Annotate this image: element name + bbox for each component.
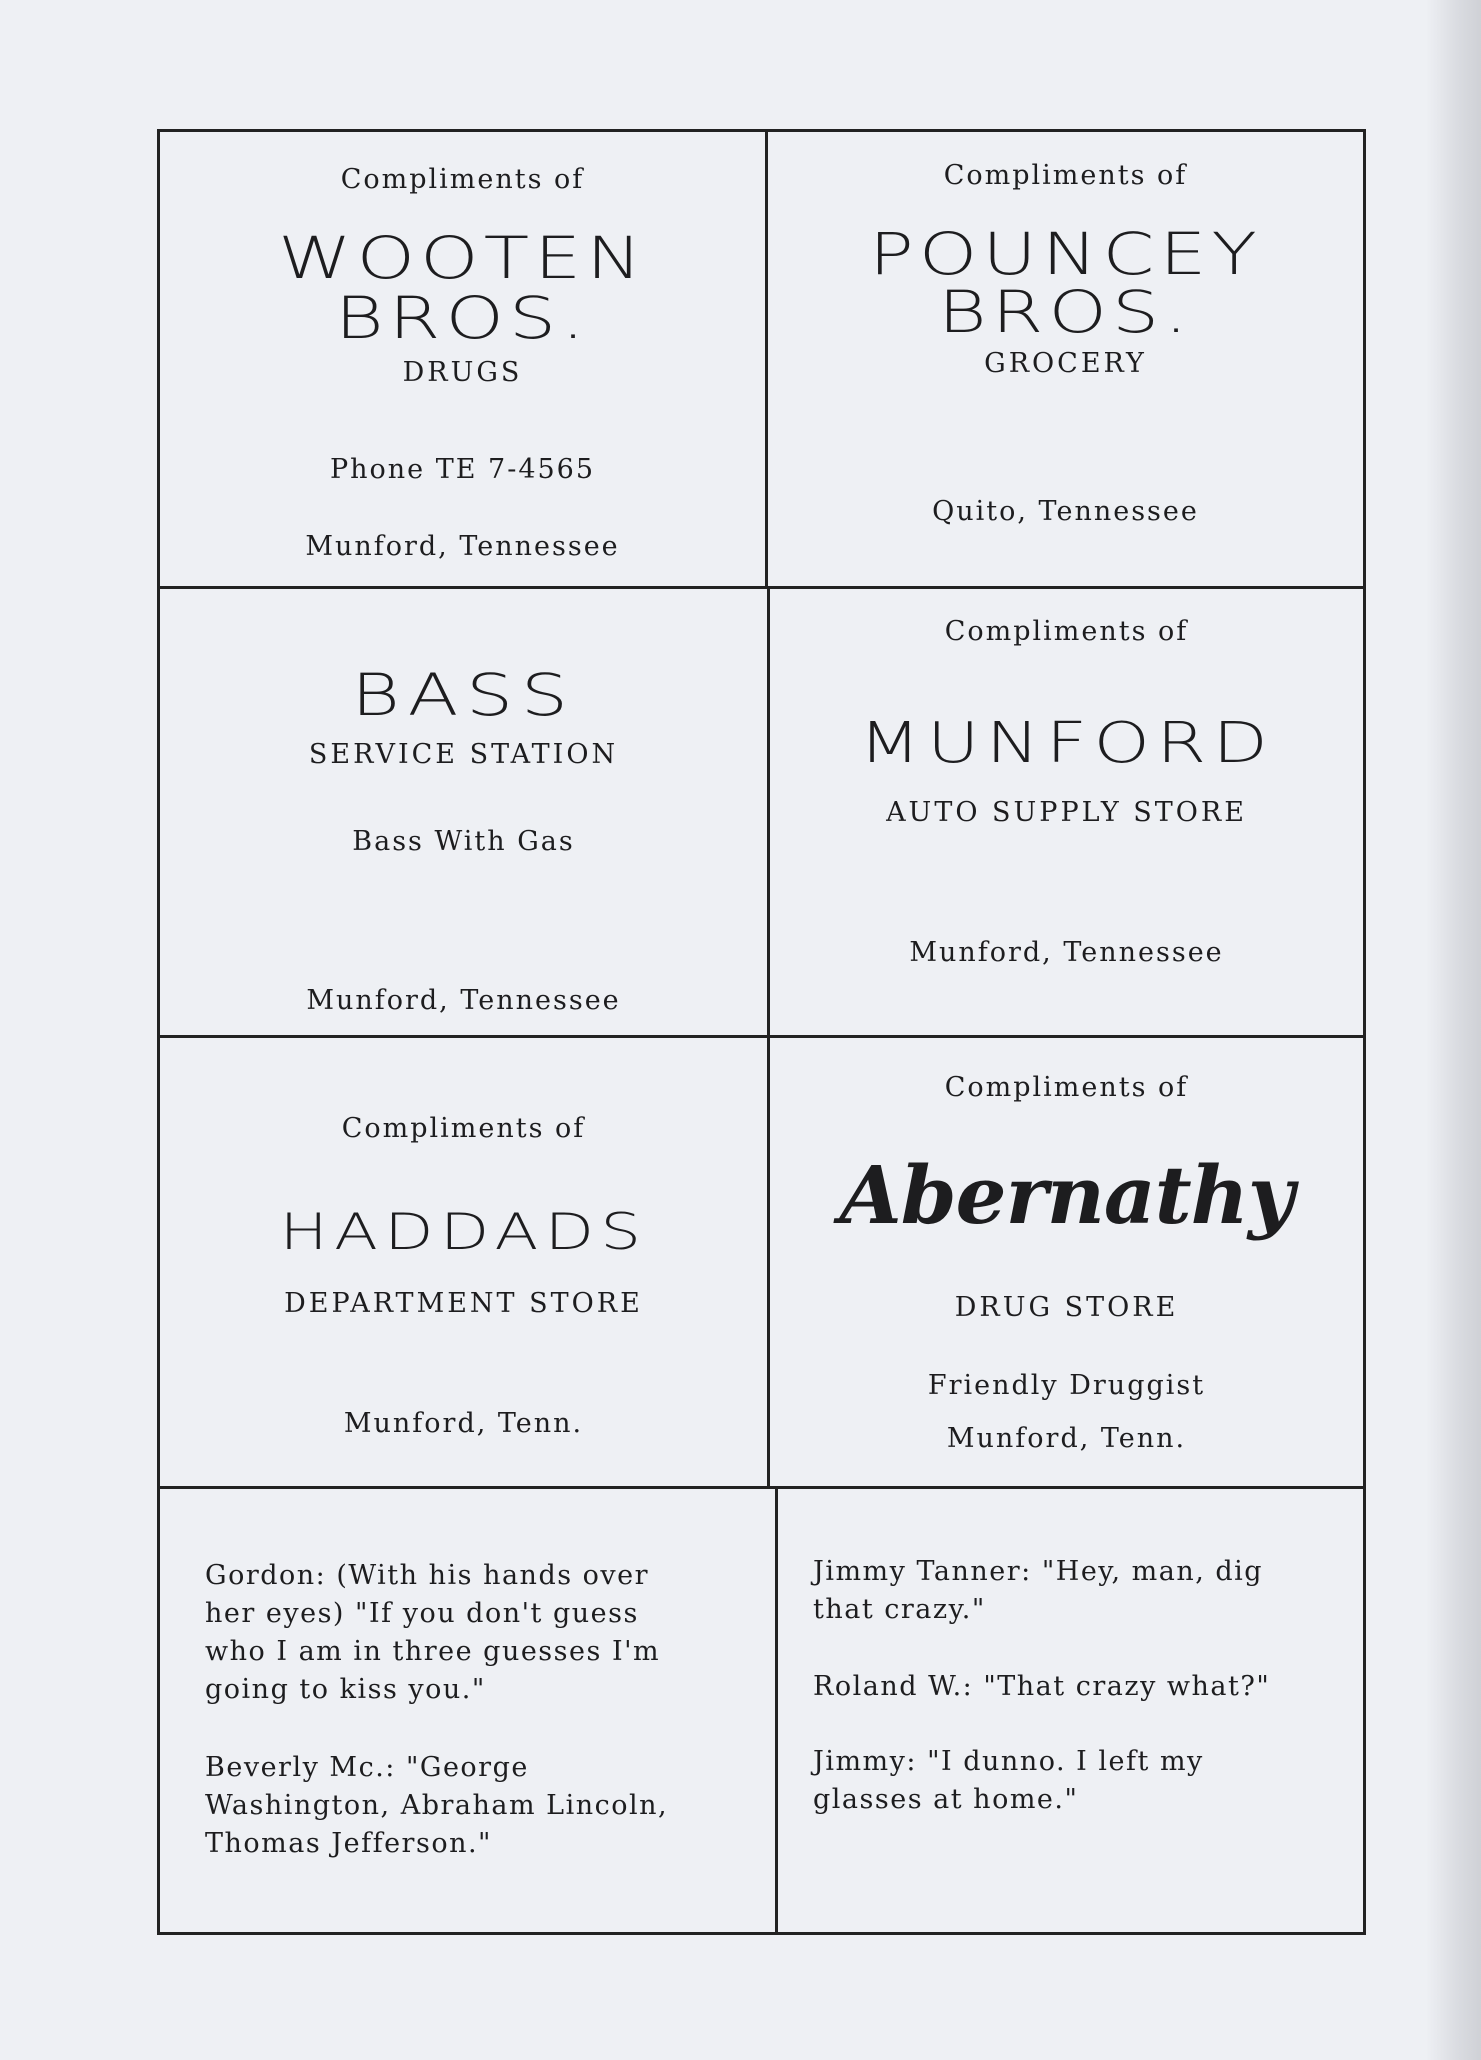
- munford-auto-location: Munford, Tennessee: [909, 937, 1224, 968]
- pouncey-name-line2: BROS.: [938, 278, 1193, 346]
- joke-box-right: [778, 1489, 1363, 1932]
- joke-jimmy-tanner-line: Jimmy Tanner: "Hey, man, dig that crazy.": [813, 1556, 1264, 1625]
- abernathy-slogan: Friendly Druggist: [927, 1370, 1206, 1401]
- joke-roland-line: Roland W.: "That crazy what?": [813, 1671, 1271, 1702]
- wooten-location: Munford, Tennessee: [305, 531, 620, 562]
- abernathy-location: Munford, Tenn.: [946, 1423, 1187, 1454]
- joke-beverly-line: Beverly Mc.: "George Washington, Abraham Lincoln, Thomas Jefferson.": [205, 1752, 669, 1859]
- bass-location: Munford, Tennessee: [306, 985, 621, 1016]
- bass-business-type: SERVICE STATION: [308, 739, 619, 770]
- bass-name: BASS: [351, 661, 576, 729]
- joke-jimmy-reply-line: Jimmy: "I dunno. I left my glasses at home.": [813, 1746, 1204, 1815]
- pouncey-name-line1: POUNCEY: [868, 220, 1262, 288]
- haddads-business-type: DEPARTMENT STORE: [284, 1288, 643, 1319]
- ad-grid: [157, 129, 1366, 1935]
- joke-box-left: [160, 1489, 775, 1932]
- ad-haddads-department-store: [160, 1038, 767, 1486]
- ad-munford-auto-supply: [770, 589, 1363, 1035]
- compliments-text: Compliments of: [943, 160, 1188, 191]
- pouncey-location: Quito, Tennessee: [932, 496, 1199, 527]
- abernathy-script-logo: Abernathy: [839, 1148, 1294, 1242]
- wooten-name-line2: BROS.: [335, 284, 590, 352]
- haddads-location: Munford, Tenn.: [343, 1408, 584, 1439]
- ad-pouncey-bros: [768, 132, 1363, 586]
- wooten-name-line1: WOOTEN: [278, 224, 647, 292]
- ad-wooten-bros: [160, 132, 765, 586]
- ad-bass-service-station: [160, 589, 767, 1035]
- joke-gordon-line: Gordon: (With his hands over her eyes) "If you don't guess who I am in three guesses I'm going to kiss you.": [205, 1560, 661, 1705]
- compliments-text: Compliments of: [944, 616, 1189, 647]
- compliments-text: Compliments of: [944, 1072, 1189, 1103]
- bass-slogan: Bass With Gas: [352, 826, 575, 857]
- munford-auto-name: MUNFORD: [858, 711, 1275, 776]
- ad-abernathy-drug-store: [770, 1038, 1363, 1486]
- abernathy-business-type: DRUG STORE: [954, 1292, 1179, 1323]
- pouncey-business-type: GROCERY: [984, 348, 1147, 379]
- compliments-text: Compliments of: [341, 1113, 586, 1144]
- compliments-text: Compliments of: [340, 164, 585, 195]
- wooten-business-type: DRUGS: [402, 357, 523, 388]
- wooten-phone: Phone TE 7-4565: [329, 454, 596, 485]
- munford-auto-business-type: AUTO SUPPLY STORE: [886, 797, 1247, 828]
- haddads-name: HADDADS: [279, 1203, 648, 1261]
